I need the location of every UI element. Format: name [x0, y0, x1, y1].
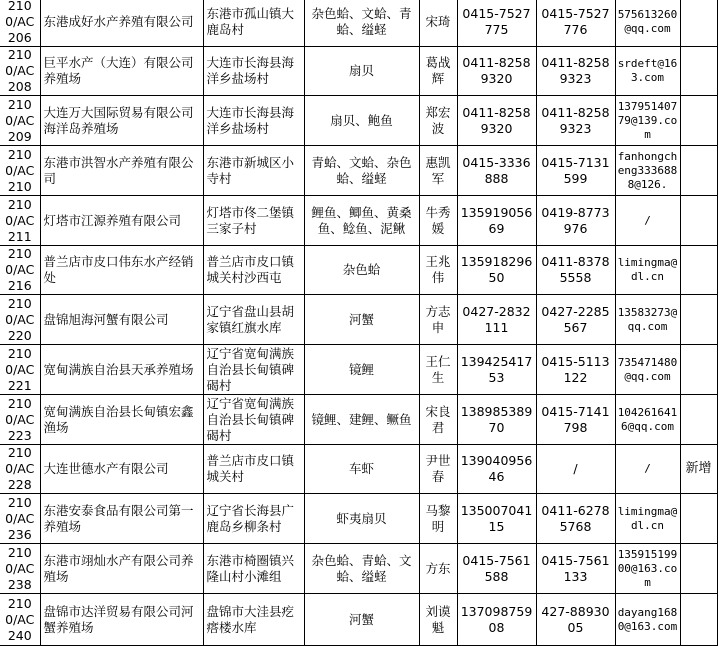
cell-address[interactable]: 普兰店市皮口镇城关村 [203, 445, 304, 494]
cell-phone[interactable]: 13904095646 [457, 445, 536, 494]
cell-code[interactable]: 2100/AC209 [0, 96, 40, 146]
cell-phone[interactable]: 13709875908 [457, 594, 536, 646]
table-row [0, 395, 719, 445]
cell-email[interactable]: 1042616416@qq.com [615, 395, 680, 445]
cell-contact-person[interactable]: 王兆伟 [419, 246, 457, 295]
cell-unit-name[interactable]: 盘锦市达洋贸易有限公司河蟹养殖场 [40, 594, 203, 646]
cell-unit-name[interactable]: 东港安泰食品有限公司第一养殖场 [40, 494, 203, 544]
table-row [0, 494, 719, 544]
cell-address[interactable]: 大连市长海县海洋乡盐场村 [203, 96, 304, 146]
cell-phone[interactable]: 13591905669 [457, 196, 536, 246]
cell-email[interactable]: limingma@dl.cn [615, 246, 680, 295]
cell-fax[interactable]: / [536, 445, 615, 494]
cell-fax[interactable]: 0415-5113122 [536, 345, 615, 395]
cell-note[interactable] [680, 0, 717, 47]
cell-species[interactable]: 镜鲤 [304, 345, 419, 395]
cell-contact-person[interactable]: 牛秀媛 [419, 196, 457, 246]
cell-phone[interactable]: 13500704115 [457, 494, 536, 544]
cell-note[interactable]: 新增 [680, 445, 717, 494]
table-row [0, 594, 719, 646]
cell-phone[interactable]: 0415-7561588 [457, 544, 536, 594]
cell-contact-person[interactable]: 方志申 [419, 295, 457, 345]
cell-species[interactable]: 河蟹 [304, 594, 419, 646]
cell-phone[interactable]: 13591829650 [457, 246, 536, 295]
table-row [0, 146, 719, 196]
cell-email[interactable]: 13583273@qq.com [615, 295, 680, 345]
cell-phone[interactable]: 0415-7527775 [457, 0, 536, 47]
cell-species[interactable]: 镜鲤、建鲤、鳜鱼 [304, 395, 419, 445]
cell-code[interactable]: 2100/AC223 [0, 395, 40, 445]
cell-email[interactable]: 13591519900@163.com [615, 544, 680, 594]
cell-unit-name[interactable]: 大连世德水产有限公司 [40, 445, 203, 494]
cell-species[interactable]: 杂色蛤、青蛤、文蛤、缢蛏 [304, 544, 419, 594]
cell-species[interactable]: 杂色蛤 [304, 246, 419, 295]
cell-code[interactable]: 2100/AC236 [0, 494, 40, 544]
cell-fax[interactable]: 0415-7561133 [536, 544, 615, 594]
cell-note[interactable] [680, 594, 717, 646]
cell-species[interactable]: 车虾 [304, 445, 419, 494]
cell-address[interactable]: 辽宁省盘山县胡家镇红旗水库 [203, 295, 304, 345]
cell-phone[interactable]: 0415-3336888 [457, 146, 536, 196]
table-row [0, 246, 719, 295]
cell-address[interactable]: 辽宁省宽甸满族自治县长甸镇碑碣村 [203, 345, 304, 395]
table-row [0, 47, 719, 96]
cell-fax[interactable]: 0419-8773976 [536, 196, 615, 246]
cell-note[interactable] [680, 295, 717, 345]
table-row [0, 544, 719, 594]
cell-contact-person[interactable]: 宋良君 [419, 395, 457, 445]
cell-unit-name[interactable]: 东港市洪智水产养殖有限公司 [40, 146, 203, 196]
cell-unit-name[interactable]: 东港成好水产养殖有限公司 [40, 0, 203, 47]
cell-contact-person[interactable]: 王仁生 [419, 345, 457, 395]
table-row [0, 96, 719, 146]
cell-code[interactable]: 2100/AC240 [0, 594, 40, 646]
cell-note[interactable] [680, 345, 717, 395]
cell-unit-name[interactable]: 宽甸满族自治县天承养殖场 [40, 345, 203, 395]
cell-unit-name[interactable]: 灯塔市江源养殖有限公司 [40, 196, 203, 246]
cell-species[interactable]: 扇贝、鲍鱼 [304, 96, 419, 146]
cell-code[interactable]: 2100/AC216 [0, 246, 40, 295]
cell-note[interactable] [680, 96, 717, 146]
cell-email[interactable]: / [615, 445, 680, 494]
cell-address[interactable]: 东港市椅圈镇兴隆山村小滩组 [203, 544, 304, 594]
cell-fax[interactable]: 0411-82589323 [536, 96, 615, 146]
cell-code[interactable]: 2100/AC208 [0, 47, 40, 96]
cell-email[interactable]: 575613260@qq.com [615, 0, 680, 47]
cell-code[interactable]: 2100/AC238 [0, 544, 40, 594]
cell-code[interactable]: 2100/AC221 [0, 345, 40, 395]
cell-fax[interactable]: 0415-7131599 [536, 146, 615, 196]
cell-contact-person[interactable]: 尹世春 [419, 445, 457, 494]
cell-phone[interactable]: 0411-82589320 [457, 47, 536, 96]
cell-fax[interactable]: 0411-82589323 [536, 47, 615, 96]
cell-code[interactable]: 2100/AC220 [0, 295, 40, 345]
cell-unit-name[interactable]: 大连万大国际贸易有限公司海洋岛养殖场 [40, 96, 203, 146]
cell-fax[interactable]: 427-8893005 [536, 594, 615, 646]
cell-species[interactable]: 河蟹 [304, 295, 419, 345]
cell-code[interactable]: 2100/AC211 [0, 196, 40, 246]
cell-phone[interactable]: 13898538970 [457, 395, 536, 445]
cell-unit-name[interactable]: 普兰店市皮口伟东水产经销处 [40, 246, 203, 295]
table-row [0, 0, 719, 47]
cell-email[interactable]: fanhongcheng3336888@126. [615, 146, 680, 196]
cell-contact-person[interactable]: 葛战辉 [419, 47, 457, 96]
cell-note[interactable] [680, 196, 717, 246]
cell-phone[interactable]: 0427-2832111 [457, 295, 536, 345]
cell-address[interactable]: 盘锦市大洼县疙瘩楼水库 [203, 594, 304, 646]
cell-note[interactable] [680, 246, 717, 295]
cell-fax[interactable]: 0415-7527776 [536, 0, 615, 47]
cell-unit-name[interactable]: 东港市翊灿水产有限公司养殖场 [40, 544, 203, 594]
cell-fax[interactable]: 0427-2285567 [536, 295, 615, 345]
cell-contact-person[interactable]: 刘谟魁 [419, 594, 457, 646]
cell-note[interactable] [680, 494, 717, 544]
cell-contact-person[interactable]: 惠凯军 [419, 146, 457, 196]
cell-email[interactable]: 13795140779@139.com [615, 96, 680, 146]
cell-address[interactable]: 辽宁省宽甸满族自治县长甸镇碑碣村 [203, 395, 304, 445]
table-row [0, 295, 719, 345]
cell-address[interactable]: 东港市孤山镇大鹿岛村 [203, 0, 304, 47]
cell-species[interactable]: 扇贝 [304, 47, 419, 96]
cell-email[interactable]: / [615, 196, 680, 246]
cell-contact-person[interactable]: 马黎明 [419, 494, 457, 544]
cell-fax[interactable]: 0411-83785558 [536, 246, 615, 295]
cell-unit-name[interactable]: 宽甸满族自治县长甸镇宏鑫渔场 [40, 395, 203, 445]
cell-unit-name[interactable]: 巨平水产（大连）有限公司养殖场 [40, 47, 203, 96]
table-row [0, 196, 719, 246]
cell-code[interactable]: 2100/AC228 [0, 445, 40, 494]
cell-email[interactable]: limingma@dl.cn [615, 494, 680, 544]
table-row [0, 345, 719, 395]
cell-address[interactable]: 辽宁省长海县广鹿岛乡柳条村 [203, 494, 304, 544]
cell-species[interactable]: 鲤鱼、鲫鱼、黄桑鱼、鲶鱼、泥鳅 [304, 196, 419, 246]
cell-code[interactable]: 2100/AC210 [0, 146, 40, 196]
cell-contact-person[interactable]: 郑宏波 [419, 96, 457, 146]
cell-code[interactable]: 2100/AC206 [0, 0, 40, 47]
cell-fax[interactable]: 0415-7141798 [536, 395, 615, 445]
cell-note[interactable] [680, 395, 717, 445]
cell-note[interactable] [680, 146, 717, 196]
cell-species[interactable]: 虾夷扇贝 [304, 494, 419, 544]
cell-email[interactable]: srdeft@163.com [615, 47, 680, 96]
cell-species[interactable]: 青蛤、文蛤、杂色蛤、缢蛏 [304, 146, 419, 196]
cell-fax[interactable]: 0411-62785768 [536, 494, 615, 544]
cell-unit-name[interactable]: 盘锦旭海河蟹有限公司 [40, 295, 203, 345]
cell-phone[interactable]: 13942541753 [457, 345, 536, 395]
cell-address[interactable]: 普兰店市皮口镇城关村沙西屯 [203, 246, 304, 295]
cell-contact-person[interactable]: 方东 [419, 544, 457, 594]
cell-email[interactable]: dayang1680@163.com [615, 594, 680, 646]
cell-contact-person[interactable]: 宋琦 [419, 0, 457, 47]
table-row [0, 445, 719, 494]
cell-email[interactable]: 735471480@qq.com [615, 345, 680, 395]
cell-species[interactable]: 杂色蛤、文蛤、青蛤、缢蛏 [304, 0, 419, 47]
cell-address[interactable]: 灯塔市佟二堡镇三家子村 [203, 196, 304, 246]
cell-note[interactable] [680, 544, 717, 594]
cell-note[interactable] [680, 47, 717, 96]
cell-phone[interactable]: 0411-82589320 [457, 96, 536, 146]
cell-address[interactable]: 大连市长海县海洋乡盐场村 [203, 47, 304, 96]
cell-address[interactable]: 东港市新城区小寺村 [203, 146, 304, 196]
